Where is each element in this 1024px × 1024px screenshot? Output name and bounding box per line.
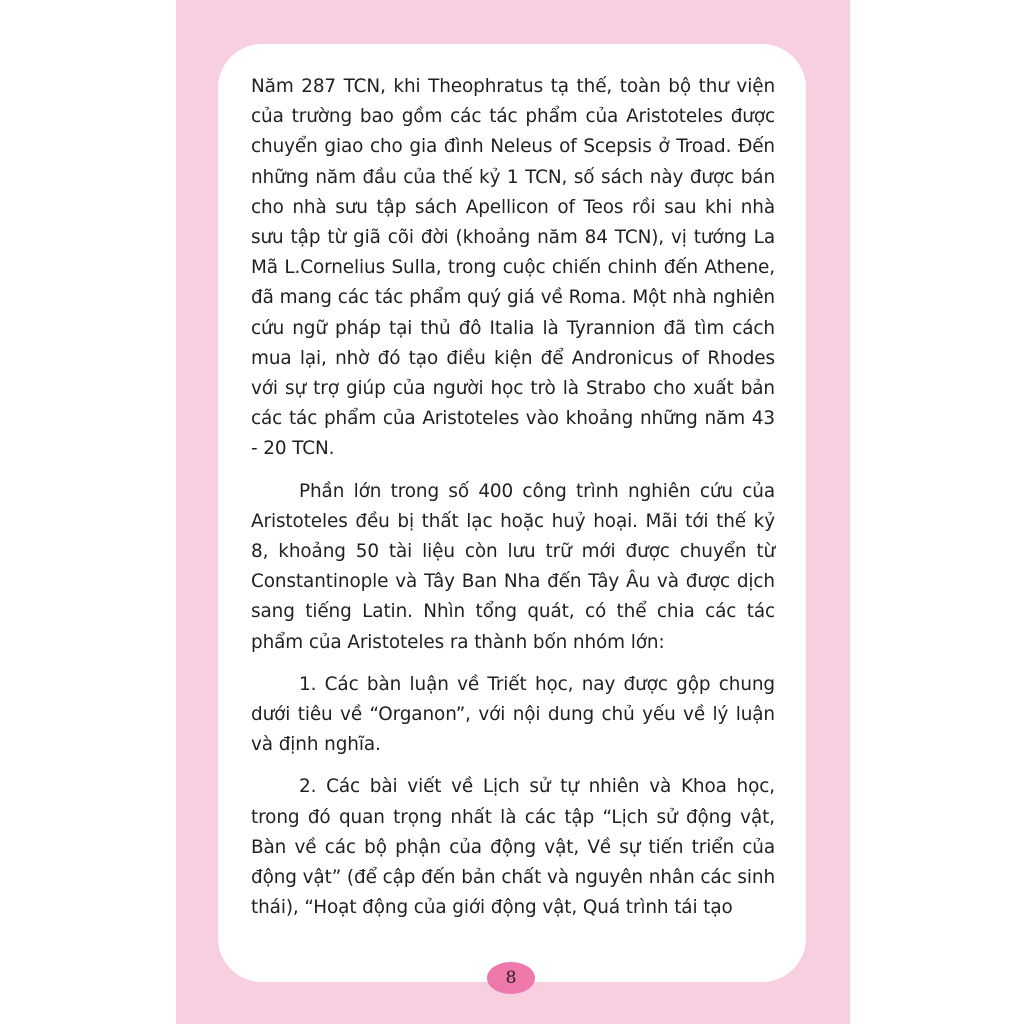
paragraph-1: Năm 287 TCN, khi Theophratus tạ thế, toàn bộ thư viện của trường bao gồm các tác phẩm của Aristoteles được chuyển giao cho gia đình Neleus of Scepsis ở Troad. Đến những năm đầu của thế kỷ 1 TCN, số sách này được bán cho nhà sưu tập sách Apellicon of Teos rồi sau khi nhà sưu tập từ giã cõi đời (khoảng năm 84 TCN), vị tướng La Mã L.Cornelius Sulla, trong cuộc chiến chinh đến Athene, đã mang các tác phẩm quý giá về Roma. Một nhà nghiên cứu ngữ pháp tại thủ đô Italia là Tyrannion đã tìm cách mua lại, nhờ đó tạo điều kiện để Andronicus of Rhodes với sự trợ giúp của người học trò là Strabo cho xuất bản các tác phẩm của Aristoteles vào khoảng những năm 43 - 20 TCN. bbox=[251, 76, 775, 460]
list-item-1: 1. Các bàn luận về Triết học, nay được gộp chung dưới tiêu về “Organon”, với nội dung chủ yếu về lý luận và định nghĩa. bbox=[251, 673, 775, 756]
page-number-badge: 8 bbox=[487, 962, 535, 994]
paragraph-2: Phần lớn trong số 400 công trình nghiên cứu của Aristoteles đều bị thất lạc hoặc huỷ hoại. Mãi tới thế kỷ 8, khoảng 50 tài liệu còn lưu trữ mới được chuyển từ Constantinople và Tây Ban Nha đến Tây Âu và được dịch sang tiếng Latin. Nhìn tổng quát, có thể chia các tác phẩm của Aristoteles ra thành bốn nhóm lớn: bbox=[251, 480, 775, 653]
list-item-2: 2. Các bài viết về Lịch sử tự nhiên và Khoa học, trong đó quan trọng nhất là các tập “Lịch sử động vật, Bàn về các bộ phận của động vật, Về sự tiến triển của động vật” (để cập đến bản chất và nguyên nhân các sinh thái), “Hoạt động của giới động vật, Quá trình tái tạo bbox=[251, 776, 775, 919]
text-card bbox=[218, 44, 806, 982]
